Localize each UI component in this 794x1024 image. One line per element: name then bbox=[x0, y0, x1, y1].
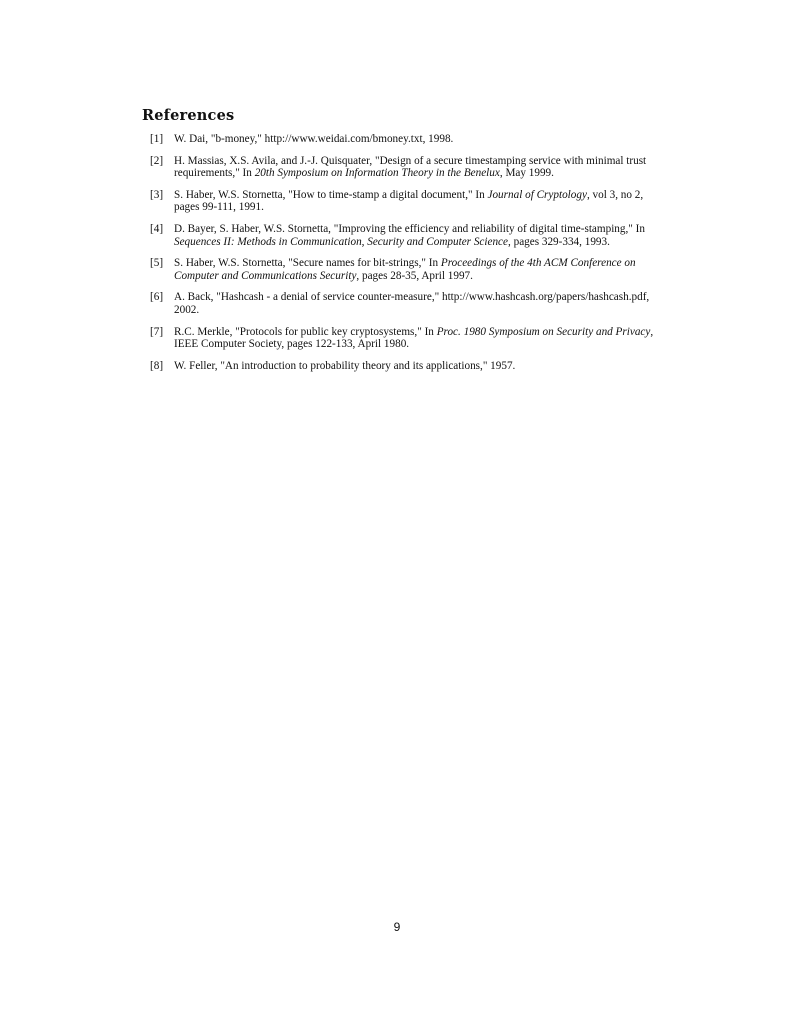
reference-item bbox=[150, 189, 670, 214]
reference-item bbox=[150, 223, 670, 248]
reference-text-pre: H. Massias, X.S. Avila, and J.-J. Quisquater, "Design of a secure timestamping service with minimal trust requirements," In bbox=[174, 154, 647, 180]
reference-text bbox=[174, 133, 670, 146]
reference-text-italic: Proceedings of the 4th ACM Conference on Computer and Communications Security bbox=[174, 257, 636, 282]
reference-item bbox=[150, 133, 670, 146]
reference-text-italic: Journal of Cryptology bbox=[487, 188, 587, 201]
reference-number: [7] bbox=[150, 325, 164, 338]
reference-text bbox=[174, 189, 670, 214]
reference-text-post: , pages 329-334, 1993. bbox=[508, 235, 610, 248]
reference-text bbox=[174, 360, 670, 373]
reference-text bbox=[174, 326, 670, 351]
reference-text-pre: D. Bayer, S. Haber, W.S. Stornetta, "Improving the efficiency and reliability of digital time-stamping," In bbox=[174, 222, 645, 235]
reference-number: [3] bbox=[150, 188, 164, 201]
reference-number: [6] bbox=[150, 291, 164, 304]
reference-item bbox=[150, 155, 670, 180]
reference-text-post: , IEEE Computer Society, pages 122-133, April 1980. bbox=[174, 325, 654, 351]
reference-text-italic: Sequences II: Methods in Communication, Security and Computer Science bbox=[174, 235, 508, 248]
reference-number: [8] bbox=[150, 359, 164, 372]
reference-text-pre: W. Dai, "b-money," http://www.weidai.com/bmoney.txt, 1998. bbox=[174, 133, 454, 145]
reference-number: [2] bbox=[150, 154, 164, 167]
reference-text-post: , May 1999. bbox=[499, 167, 554, 180]
reference-text-pre: A. Back, "Hashcash - a denial of service counter-measure," http://www.hashcash.org/papers/hashcash.pdf, 2002. bbox=[174, 291, 650, 316]
reference-text-post: , pages 28-35, April 1997. bbox=[356, 269, 473, 282]
reference-item bbox=[150, 326, 670, 351]
reference-text-post: , vol 3, no 2, pages 99-111, 1991. bbox=[174, 188, 644, 214]
reference-number: [5] bbox=[150, 257, 164, 270]
reference-text bbox=[174, 257, 670, 282]
references-heading: References bbox=[142, 107, 235, 124]
page-number: 9 bbox=[393, 920, 401, 934]
reference-text-italic: Proc. 1980 Symposium on Security and Privacy bbox=[436, 325, 651, 338]
reference-text-pre: R.C. Merkle, "Protocols for public key cryptosystems," In bbox=[174, 325, 437, 338]
reference-number: [4] bbox=[150, 222, 164, 235]
reference-text bbox=[174, 223, 670, 248]
reference-text-pre: S. Haber, W.S. Stornetta, "How to time-stamp a digital document," In bbox=[174, 188, 488, 201]
reference-item bbox=[150, 257, 670, 282]
reference-item bbox=[150, 360, 670, 373]
reference-text-italic: 20th Symposium on Information Theory in the Benelux bbox=[254, 167, 500, 180]
reference-text-pre: W. Feller, "An introduction to probability theory and its applications," 1957. bbox=[174, 359, 516, 372]
reference-text-pre: S. Haber, W.S. Stornetta, "Secure names for bit-strings," In bbox=[174, 257, 441, 270]
reference-text bbox=[174, 155, 670, 180]
reference-text bbox=[174, 291, 670, 316]
reference-item bbox=[150, 291, 670, 316]
references-list bbox=[150, 133, 670, 381]
reference-number: [1] bbox=[150, 133, 164, 145]
